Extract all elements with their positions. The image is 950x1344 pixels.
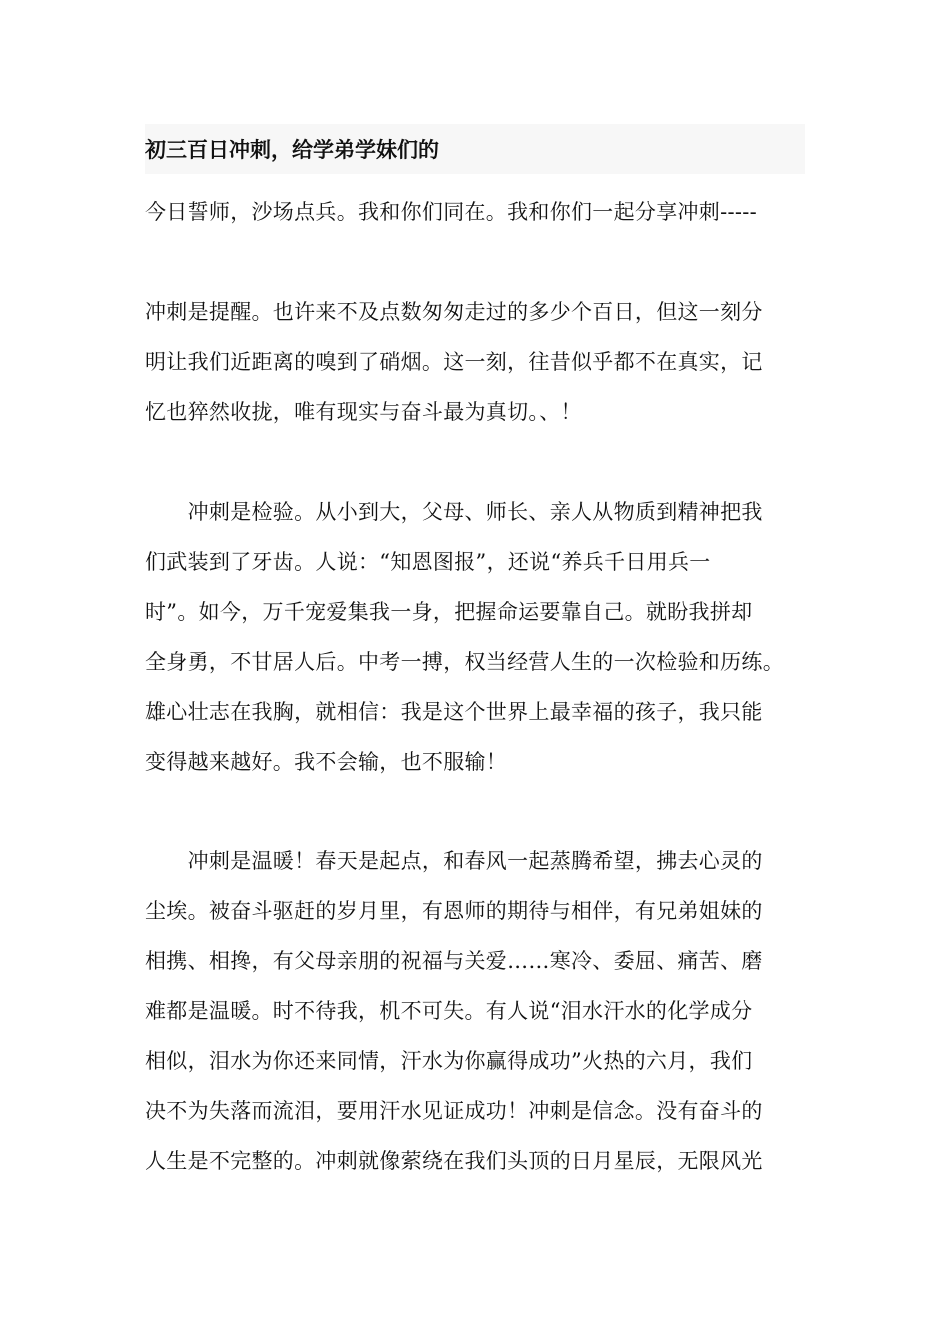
text-line: 决不为失落而流泪，要用汗水见证成功！冲刺是信念。没有奋斗的 bbox=[145, 1099, 763, 1123]
text-line: 相携、相搀，有父母亲朋的祝福与关爱……寒冷、委屈、痛苦、磨 bbox=[145, 949, 763, 973]
text-line: 时”。如今，万千宠爱集我一身，把握命运要靠自己。就盼我拼却 bbox=[145, 600, 753, 624]
document-title: 初三百日冲刺，给学弟学妹们的 bbox=[145, 137, 439, 162]
text-line: 今日誓师，沙场点兵。我和你们同在。我和你们一起分享冲刺----- bbox=[145, 200, 758, 224]
text-line: 冲刺是提醒。也许来不及点数匆匆走过的多少个百日，但这一刻分 bbox=[145, 300, 763, 324]
text-line: 忆也猝然收拢，唯有现实与奋斗最为真切。、！ bbox=[145, 400, 582, 424]
text-line: 明让我们近距离的嗅到了硝烟。这一刻，往昔似乎都不在真实，记 bbox=[145, 350, 763, 374]
text-line: 相似，泪水为你还来同情，汗水为你赢得成功”火热的六月，我们 bbox=[145, 1049, 753, 1073]
text-line: 雄心壮志在我胸，就相信：我是这个世界上最幸福的孩子，我只能 bbox=[145, 700, 763, 724]
text-line: 尘埃。被奋斗驱赶的岁月里，有恩师的期待与相伴，有兄弟姐妹的 bbox=[145, 899, 763, 923]
text-line: 变得越来越好。我不会输，也不服输！ bbox=[145, 750, 508, 774]
text-line: 人生是不完整的。冲刺就像萦绕在我们头顶的日月星辰，无限风光 bbox=[145, 1149, 763, 1173]
text-line: 难都是温暖。时不待我，机不可失。有人说“泪水汗水的化学成分 bbox=[145, 999, 753, 1023]
text-line: 冲刺是检验。从小到大，父母、师长、亲人从物质到精神把我 bbox=[145, 500, 763, 524]
text-line: 冲刺是温暖！春天是起点，和春风一起蒸腾希望，拂去心灵的 bbox=[145, 849, 763, 873]
text-line: 们武装到了牙齿。人说：“知恩图报”，还说“养兵千日用兵一 bbox=[145, 550, 711, 574]
text-line: 全身勇，不甘居人后。中考一搏，权当经营人生的一次检验和历练。 bbox=[145, 650, 784, 674]
